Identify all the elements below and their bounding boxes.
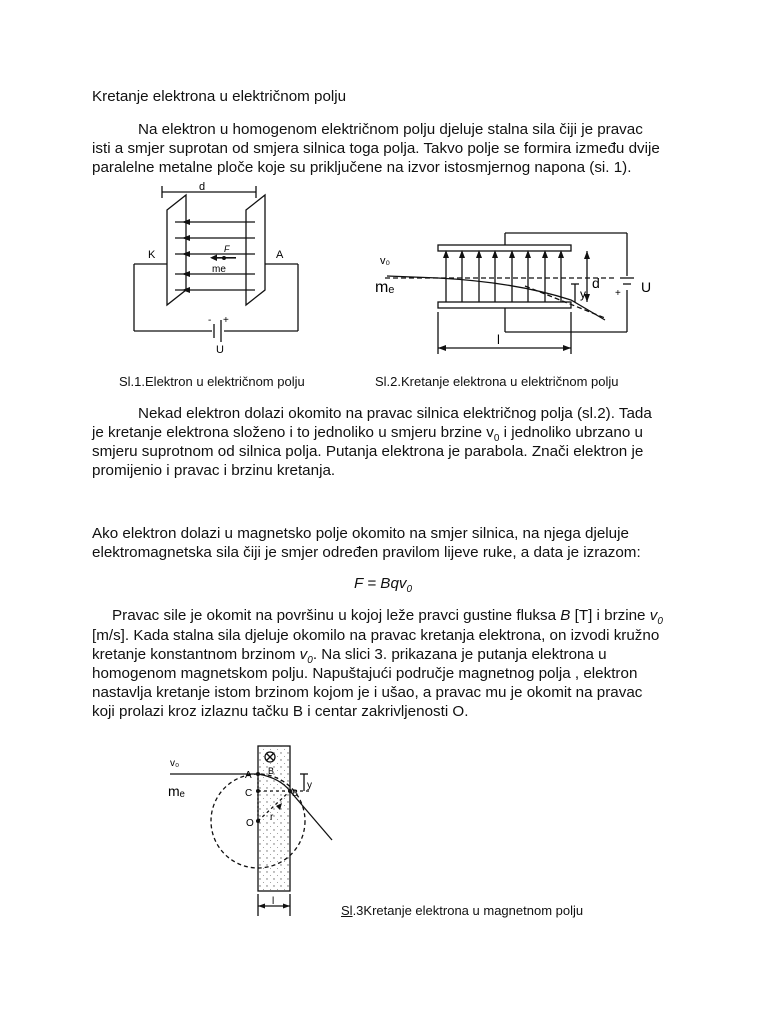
paragraph-4-line-2: [m/s]. Kada stalna sila djeluje okomilo na pravac kretanja elektrona, on izvodi kružno: [92, 627, 660, 644]
fig3-label-a: A: [245, 770, 252, 781]
fig1-label-d: d: [198, 181, 206, 193]
paragraph-4-line-4: homogenom magnetskom polju. Napuštajući područje magnetnog polja , elektron: [92, 665, 638, 682]
p4-l1-b: B: [560, 607, 571, 624]
paragraph-1-line-3: paralelne metalne ploče koje su priključene na izvor istosmjernog napona (si. 1).: [92, 159, 632, 176]
fig2-label-me: mₑ: [375, 279, 395, 296]
figure-3-caption-prefix: Sl: [341, 903, 353, 918]
paragraph-1-line-1: Na elektron u homogenom električnom polju djeluje stalna sila čiji je pravac: [138, 121, 643, 138]
figure-3-caption: [341, 903, 583, 918]
p4-l1-c: [T] i brzine: [570, 607, 650, 624]
fig3-label-o: O: [246, 818, 254, 829]
formula-main: F = Bqv: [354, 575, 407, 592]
fig3-label-c: C: [245, 788, 253, 799]
fig1-label-minus: -: [208, 315, 212, 326]
paragraph-4-line-6: koji prolazi kroz izlaznu tačku B i centar zakrivljenosti O.: [92, 703, 469, 720]
paragraph-2-line-2-end: i jednoliko ubrzano u: [499, 424, 643, 441]
paragraph-2-line-3: smjeru suprotnom od silnica polja. Putanja elektrona je parabola. Znači elektron je: [92, 443, 644, 460]
formula-subscript: 0: [406, 584, 413, 596]
fig1-label-a: A: [276, 249, 284, 261]
fig1-label-k: K: [148, 249, 156, 261]
paragraph-2-subscript: 0: [493, 433, 500, 445]
fig2-label-plus: +: [615, 288, 621, 299]
paragraph-2-line-4: promijenio i pravac i brzinu kretanja.: [92, 462, 336, 479]
figure-3-diagram: [160, 744, 350, 922]
formula: [354, 574, 412, 600]
p4-l3-d: . Na slici 3. prikazana je putanja elektrona u: [312, 646, 607, 663]
figure-1-caption: Sl.1.Elektron u električnom polju: [119, 374, 305, 389]
figure-2-caption: Sl.2.Kretanje elektrona u električnom polju: [375, 374, 619, 389]
figure-1-diagram: [120, 180, 330, 360]
fig3-label-r: r: [270, 812, 274, 823]
fig2-label-v0: v₀: [380, 255, 391, 267]
p4-l1-e: 0: [657, 616, 663, 628]
fig3-label-y: y: [307, 780, 312, 791]
paragraph-1-line-2: isti a smjer suprotan od smjera silnica toga polja. Takvo polje se formira između dvije: [92, 140, 660, 157]
paragraph-2-line-1: Nekad elektron dolazi okomito na pravac silnica električnog polja (sl.2). Tada: [138, 405, 652, 422]
fig1-label-f: F: [224, 244, 230, 254]
fig1-label-u: U: [216, 344, 224, 356]
fig2-label-l: l: [497, 332, 500, 347]
paragraph-4-line-5: nastavlja kretanje istom brzinom kojom je i ušao, a pravac mu je okomit na pravac: [92, 684, 643, 701]
figure-3-caption-text: .3Kretanje elektrona u magnetnom polju: [352, 903, 584, 918]
p4-l1-a: Pravac sile je okomit na površinu u kojoj leže pravci gustine fluksa: [112, 607, 561, 624]
paragraph-3-line-1: Ako elektron dolazi u magnetsko polje okomito na smjer silnica, na njega djeluje: [92, 525, 629, 542]
p4-l3-a: kretanje konstantnom brzinom: [92, 646, 300, 663]
fig3-label-l: l: [272, 896, 275, 907]
fig3-label-b-field: B: [268, 766, 275, 776]
fig3-label-b-exit: B: [292, 788, 299, 798]
fig2-label-d: d: [592, 275, 600, 291]
p4-l3-b: v: [299, 646, 308, 663]
fig2-label-y: y: [580, 287, 586, 301]
paragraph-2-line-2-start: je kretanje elektrona složeno i to jednoliko u smjeru brzine v: [92, 424, 494, 441]
fig3-label-me: mₑ: [168, 783, 185, 799]
fig1-label-plus: +: [223, 315, 229, 326]
fig2-label-u: U: [641, 279, 652, 295]
figure-2-diagram: [375, 228, 660, 360]
paragraph-3-line-2: elektromagnetska sila čiji je smjer određen pravilom lijeve ruke, a data je izrazom:: [92, 544, 641, 561]
p4-l1-d: v: [649, 607, 658, 624]
fig3-label-v0: v₀: [170, 758, 180, 769]
fig1-label-me: me: [212, 264, 226, 275]
page-title: Kretanje elektrona u električnom polju: [92, 88, 347, 105]
p4-l3-c: 0: [307, 655, 313, 667]
